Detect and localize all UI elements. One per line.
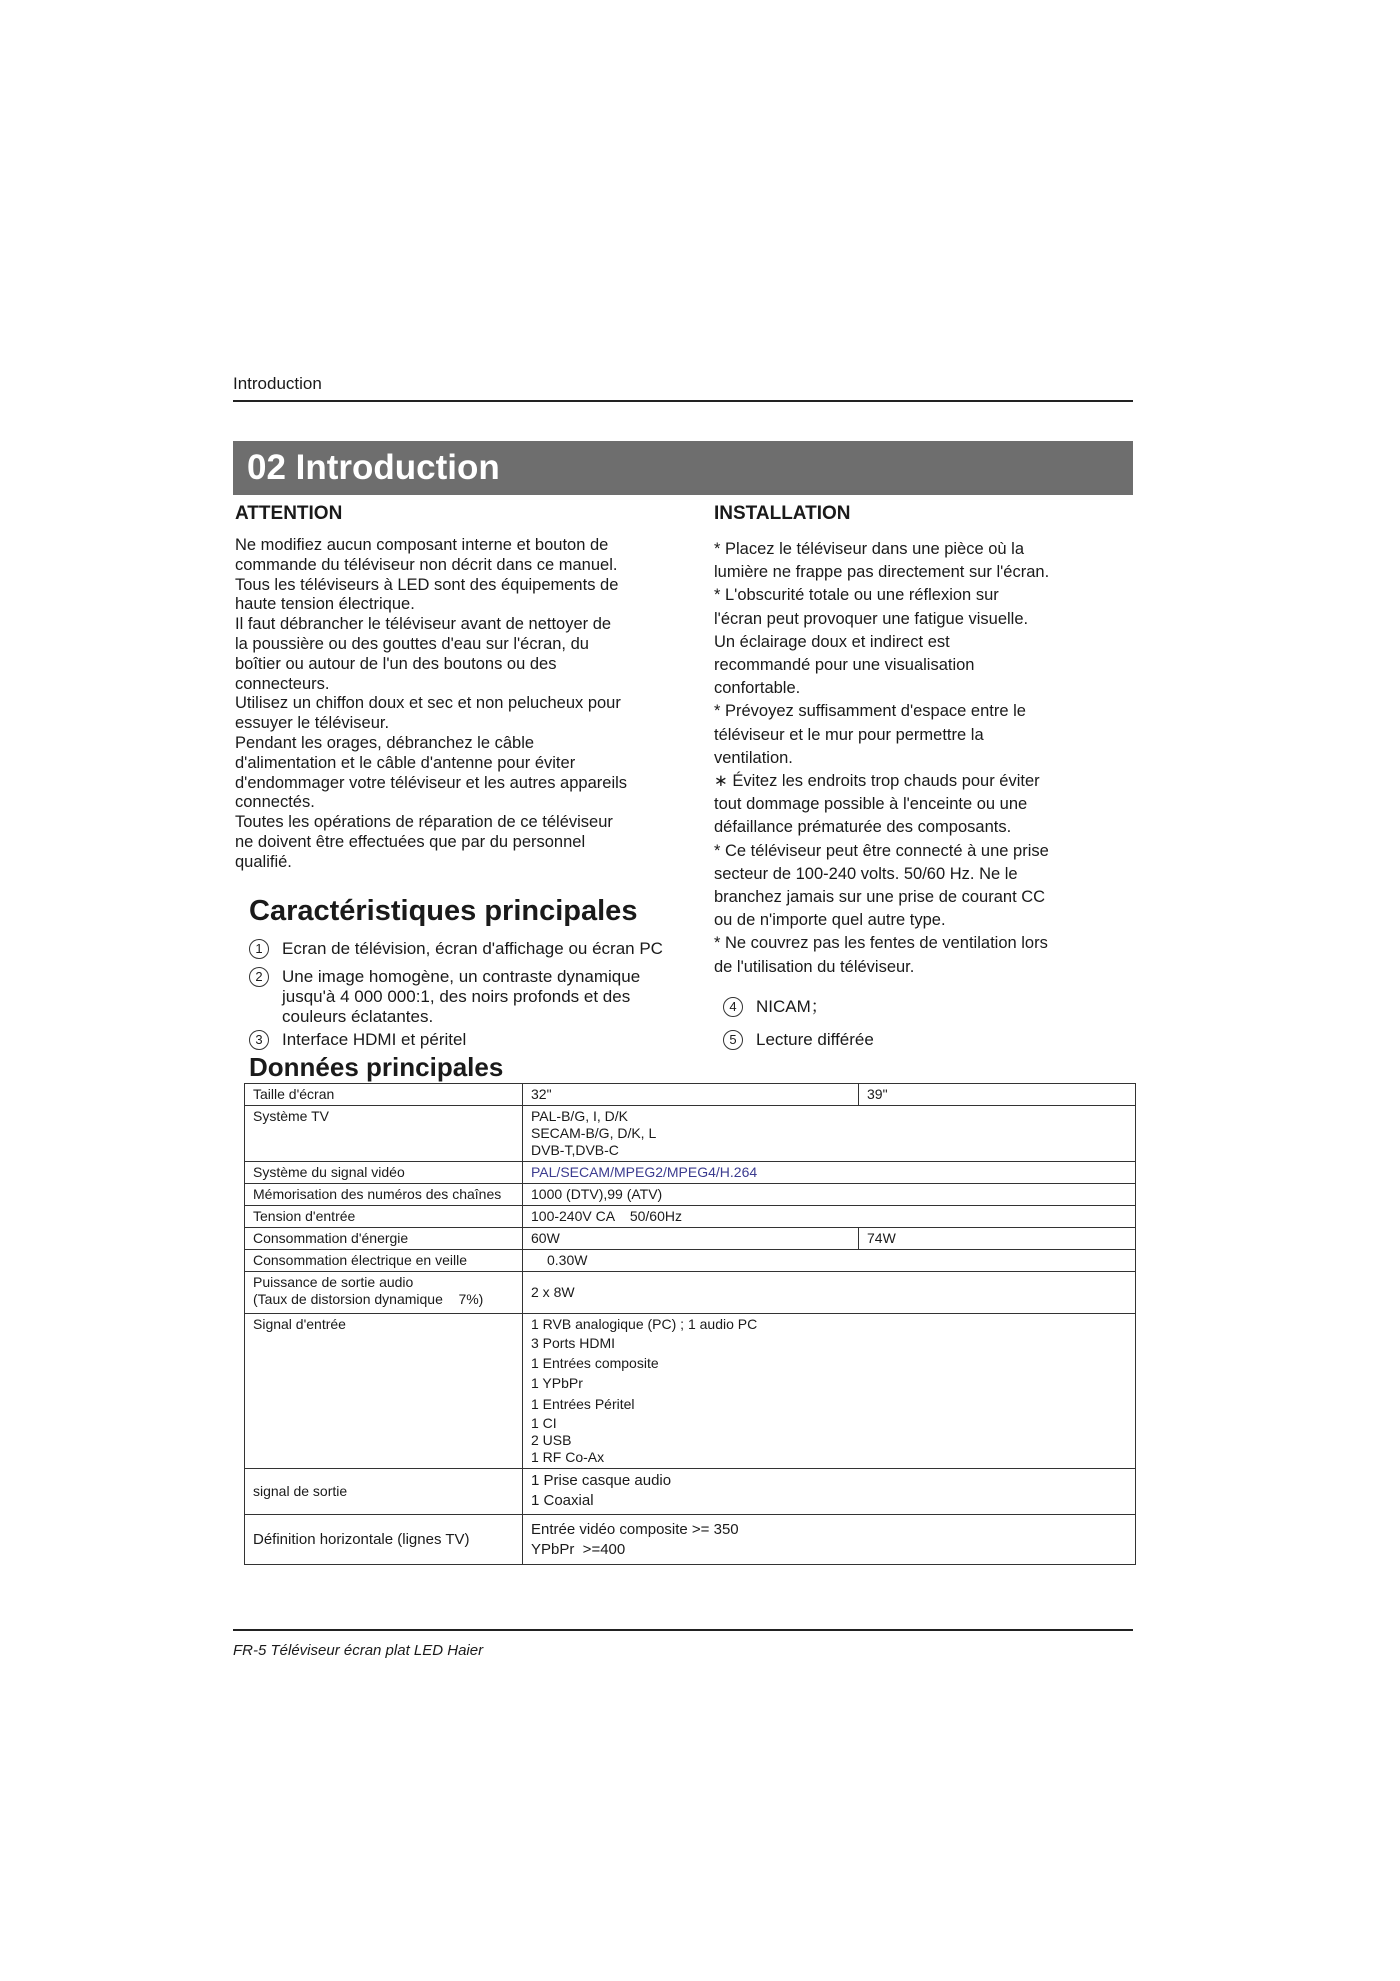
- spec-value-line: SECAM-B/G, D/K, L: [531, 1125, 657, 1141]
- feature-text: Interface HDMI et péritel: [282, 1030, 467, 1049]
- spec-label: [245, 1272, 523, 1314]
- installation-line: recommandé pour une visualisation: [714, 656, 975, 675]
- spec-value-line: 1 RF Co-Ax: [531, 1449, 605, 1465]
- spec-value: 39": [859, 1084, 1136, 1106]
- spec-value: 100-240V CA 50/60Hz: [523, 1206, 1136, 1228]
- spec-value: [523, 1469, 1136, 1515]
- installation-line: ∗ Évitez les endroits trop chauds pour éviter: [714, 772, 1040, 791]
- spec-value-line: 1 YPbPr: [531, 1375, 583, 1391]
- spec-value: [523, 1106, 1136, 1162]
- attention-line: la poussière ou des gouttes d'eau sur l'écran, du: [235, 634, 589, 653]
- spec-value-line: 1 Coaxial: [531, 1492, 594, 1509]
- spec-label: Tension d'entrée: [245, 1206, 523, 1228]
- attention-line: commande du téléviseur non décrit dans ce manuel.: [235, 555, 618, 574]
- spec-label: Définition horizontale (lignes TV): [245, 1515, 523, 1565]
- installation-line: ventilation.: [714, 748, 793, 767]
- installation-line: * Ce téléviseur peut être connecté à une prise: [714, 841, 1049, 860]
- attention-line: Ne modifiez aucun composant interne et bouton de: [235, 536, 609, 554]
- spec-value-line: YPbPr >=400: [531, 1540, 626, 1558]
- header-rule: [233, 400, 1133, 402]
- installation-line: * Placez le téléviseur dans une pièce où la: [714, 540, 1025, 558]
- attention-body: [235, 536, 675, 873]
- spec-value-line: DVB-T,DVB-C: [531, 1142, 619, 1158]
- attention-line: d'endommager votre téléviseur et les autres appareils: [235, 773, 628, 792]
- attention-line: Toutes les opérations de réparation de ce téléviseur: [235, 813, 613, 832]
- running-header: Introduction: [233, 374, 322, 393]
- feature-item-3: [249, 1030, 689, 1052]
- attention-line: Pendant les orages, débranchez le câble: [235, 733, 535, 752]
- table-row: [245, 1515, 1136, 1565]
- spec-label: Système du signal vidéo: [245, 1162, 523, 1184]
- spec-value: 2 x 8W: [523, 1272, 1136, 1314]
- spec-value-line: 2 USB: [531, 1432, 572, 1448]
- feature-item-5: [723, 1030, 1023, 1052]
- spec-label: Taille d'écran: [245, 1084, 523, 1106]
- spec-value-line: 1 Prise casque audio: [531, 1472, 672, 1489]
- data-title: Données principales: [249, 1052, 504, 1082]
- spec-value-line: 3 Ports HDMI: [531, 1335, 616, 1351]
- attention-heading: ATTENTION: [235, 503, 343, 524]
- spec-value-line: 1 Entrées composite: [531, 1355, 659, 1371]
- table-row: [245, 1314, 1136, 1469]
- installation-line: lumière ne frappe pas directement sur l'écran.: [714, 563, 1050, 582]
- attention-line: haute tension électrique.: [235, 595, 415, 614]
- chapter-banner: [233, 441, 1133, 495]
- spec-label: Signal d'entrée: [245, 1314, 523, 1469]
- attention-line: ne doivent être effectuées que par du personnel: [235, 832, 586, 851]
- spec-value: 1000 (DTV),99 (ATV): [523, 1184, 1136, 1206]
- spec-value: 74W: [859, 1228, 1136, 1250]
- footer-rule: [233, 1629, 1133, 1631]
- feature-text: NICAM；: [756, 997, 828, 1016]
- spec-label: Mémorisation des numéros des chaînes: [245, 1184, 523, 1206]
- spec-label: Consommation d'énergie: [245, 1228, 523, 1250]
- circled-number: 3: [249, 1030, 269, 1050]
- installation-line: téléviseur et le mur pour permettre la: [714, 725, 984, 744]
- spec-label-line: (Taux de distorsion dynamique 7%): [253, 1291, 484, 1307]
- circled-number: 2: [249, 967, 269, 987]
- table-row: [245, 1250, 1136, 1272]
- attention-line: Tous les téléviseurs à LED sont des équipements de: [235, 575, 619, 594]
- spec-table: [244, 1083, 1136, 1565]
- feature-text: jusqu'à 4 000 000:1, des noirs profonds et des: [282, 987, 631, 1006]
- installation-line: tout dommage possible à l'enceinte ou une: [714, 795, 1028, 814]
- table-row: [245, 1206, 1136, 1228]
- table-row: [245, 1228, 1136, 1250]
- installation-line: de l'utilisation du téléviseur.: [714, 957, 915, 976]
- circled-number: 1: [249, 939, 269, 959]
- feature-item-1: [249, 939, 689, 961]
- chapter-title: 02 Introduction: [247, 448, 500, 487]
- spec-value: [523, 1314, 1136, 1469]
- table-row: [245, 1106, 1136, 1162]
- spec-value: 32": [523, 1084, 859, 1106]
- spec-value-line: Entrée vidéo composite >= 350: [531, 1520, 739, 1538]
- spec-value-line: PAL-B/G, I, D/K: [531, 1108, 628, 1124]
- spec-label: signal de sortie: [245, 1469, 523, 1515]
- circled-number: 5: [723, 1030, 743, 1050]
- feature-text: couleurs éclatantes.: [282, 1007, 434, 1026]
- attention-line: Il faut débrancher le téléviseur avant de nettoyer de: [235, 615, 612, 634]
- features-title: Caractéristiques principales: [249, 895, 638, 927]
- installation-line: défaillance prématurée des composants.: [714, 818, 1012, 837]
- attention-line: d'alimentation et le câble d'antenne pour éviter: [235, 753, 576, 772]
- page-footer: FR-5 Téléviseur écran plat LED Haier: [233, 1642, 484, 1659]
- feature-text: Lecture différée: [756, 1030, 874, 1049]
- spec-label-line: Puissance de sortie audio: [253, 1274, 414, 1290]
- installation-line: l'écran peut provoquer une fatigue visuelle.: [714, 609, 1029, 628]
- attention-line: qualifié.: [235, 852, 292, 871]
- feature-text: Ecran de télévision, écran d'affichage ou écran PC: [282, 939, 663, 958]
- spec-label: Consommation électrique en veille: [245, 1250, 523, 1272]
- attention-line: boîtier ou autour de l'un des boutons ou des: [235, 654, 557, 673]
- installation-line: * L'obscurité totale ou une réflexion sur: [714, 586, 999, 605]
- installation-line: * Prévoyez suffisamment d'espace entre le: [714, 702, 1026, 721]
- spec-value-line: 1 RVB analogique (PC) ; 1 audio PC: [531, 1316, 758, 1332]
- feature-text: Une image homogène, un contraste dynamique: [282, 967, 641, 986]
- spec-label: Système TV: [245, 1106, 523, 1162]
- installation-line: secteur de 100-240 volts. 50/60 Hz. Ne le: [714, 864, 1018, 883]
- table-row: [245, 1184, 1136, 1206]
- circled-number: 4: [723, 997, 743, 1017]
- feature-item-2: [249, 967, 689, 1029]
- table-row: [245, 1162, 1136, 1184]
- spec-value: 60W: [523, 1228, 859, 1250]
- installation-line: ou de n'importe quel autre type.: [714, 911, 946, 930]
- table-row: [245, 1272, 1136, 1314]
- attention-line: essuyer le téléviseur.: [235, 714, 390, 733]
- installation-line: Un éclairage doux et indirect est: [714, 632, 950, 651]
- installation-line: branchez jamais sur une prise de courant CC: [714, 888, 1046, 907]
- spec-value: [523, 1515, 1136, 1565]
- spec-value: PAL/SECAM/MPEG2/MPEG4/H.264: [523, 1162, 1136, 1184]
- attention-line: connectés.: [235, 793, 315, 812]
- table-row: [245, 1469, 1136, 1515]
- installation-heading: INSTALLATION: [714, 503, 851, 524]
- installation-line: confortable.: [714, 679, 801, 698]
- attention-line: Utilisez un chiffon doux et sec et non pelucheux pour: [235, 694, 621, 713]
- installation-body: [714, 538, 1134, 979]
- spec-value: 0.30W: [523, 1250, 1136, 1272]
- feature-item-4: [723, 997, 1023, 1019]
- spec-value-line: 1 CI: [531, 1415, 557, 1431]
- table-row: [245, 1084, 1136, 1106]
- spec-value-line: 1 Entrées Péritel: [531, 1396, 635, 1412]
- attention-line: connecteurs.: [235, 674, 330, 693]
- installation-line: * Ne couvrez pas les fentes de ventilation lors: [714, 934, 1048, 953]
